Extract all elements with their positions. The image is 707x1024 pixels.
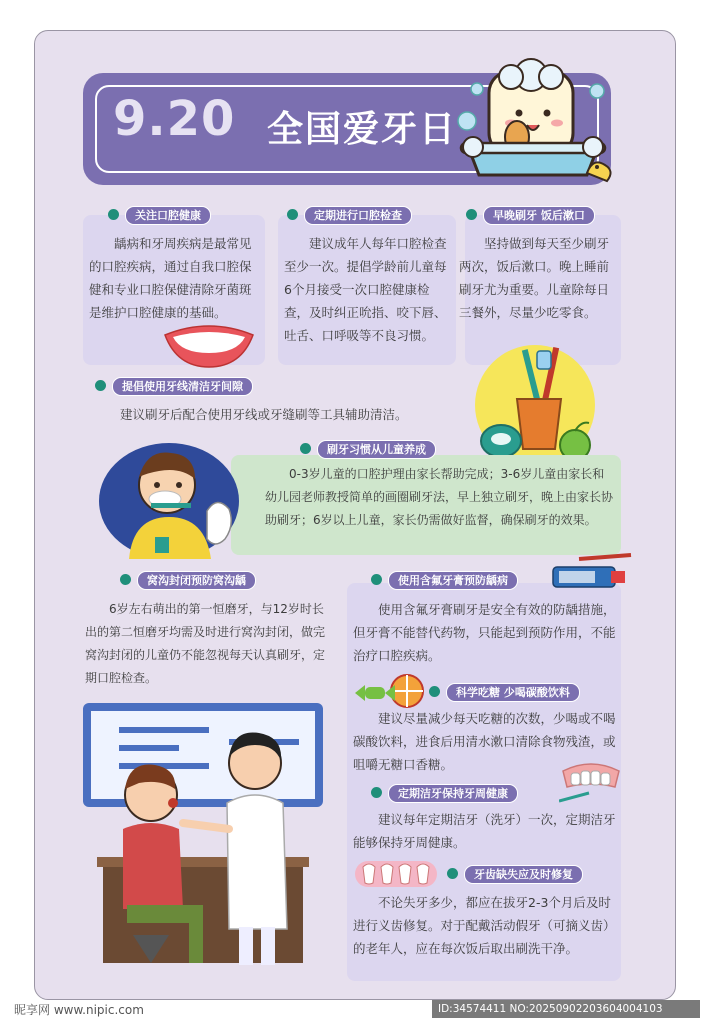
dentures-icon [559, 761, 623, 805]
lips-icon [161, 323, 257, 369]
section-title-habit: 刷牙习惯从儿童养成 [317, 440, 436, 459]
dentist-scene-icon [79, 699, 331, 973]
section-body-checkup: 建议成年人每年口腔检查至少一次。提倡学龄前儿童每6个月接受一次口腔健康检查，及时纠正吮指、咬下唇、吐舌、口呼吸等不良习惯。 [284, 236, 447, 343]
section-body-repair: 不论失牙多少，都应在拔牙2-3个月后及时进行义齿修复。对于配戴活动假牙（可摘义齿）的老年人，应在每次饭后取出刷洗干净。 [353, 895, 616, 956]
section-dot [287, 209, 298, 220]
section-title-checkup: 定期进行口腔检查 [304, 206, 412, 225]
section-body-oral-health: 龋病和牙周疾病是最常见的口腔疾病，通过自我口腔保健和专业口腔保健清除牙菌斑是维护口腔健康的基础。 [89, 236, 252, 320]
bathtub-tooth-icon [447, 51, 617, 191]
section-title-sealant: 窝沟封闭预防窝沟龋 [137, 571, 256, 590]
page-title-number: 9.20 [113, 91, 236, 147]
section-dot [429, 686, 440, 697]
teeth-row-icon [353, 855, 439, 891]
page-title: 全国爱牙日 [267, 109, 458, 150]
section-body-habit: 0-3岁儿童的口腔护理由家长帮助完成；3-6岁儿童由家长和幼儿园老师教授简单的画圈刷牙法，早上独立刷牙，晚上由家长协助刷牙；6岁以上儿童，家长仍需做好监督，确保刷牙的效果。 [265, 467, 614, 527]
section-dot [300, 443, 311, 454]
section-dot [95, 380, 106, 391]
section-title-fluoride: 使用含氟牙膏预防龋病 [388, 571, 518, 590]
section-body-sugar: 建议尽量减少每天吃糖的次数，少喝或不喝碳酸饮料，进食后用清水漱口清除食物残渣，或咀嚼无糖口香糖。 [353, 711, 616, 772]
section-title-brushing: 早晚刷牙 饭后漱口 [483, 206, 595, 225]
section-dot [371, 574, 382, 585]
section-title-floss: 提倡使用牙线清洁牙间隙 [112, 377, 253, 396]
watermark-left: 昵享网 www.nipic.com [14, 1003, 144, 1017]
section-title-repair: 牙齿缺失应及时修复 [464, 865, 583, 884]
section-body-floss: 建议刷牙后配合使用牙线或牙缝刷等工具辅助清洁。 [120, 407, 408, 422]
section-title-oral-health: 关注口腔健康 [125, 206, 211, 225]
section-dot [120, 574, 131, 585]
section-dot [466, 209, 477, 220]
section-dot [371, 787, 382, 798]
watermark-id: ID:34574411 NO:20250902203604004103 [432, 1000, 700, 1018]
section-body-fluoride: 使用含氟牙膏刷牙是安全有效的防龋措施，但牙膏不能替代药物，只能起到预防作用，不能治疗口腔疾病。 [353, 602, 616, 663]
poster [34, 30, 676, 1000]
section-dot [447, 868, 458, 879]
section-title-cleaning: 定期洁牙保持牙周健康 [388, 784, 518, 803]
section-body-brushing: 坚持做到每天至少刷牙两次，饭后漱口。晚上睡前刷牙尤为重要。儿童除每日三餐外，尽量少吃零食。 [459, 236, 610, 320]
section-dot [108, 209, 119, 220]
toothpaste-icon [549, 553, 633, 595]
section-body-cleaning: 建议每年定期洁牙（洗牙）一次，定期洁牙能够保持牙周健康。 [353, 812, 616, 850]
boy-brushing-icon [99, 441, 239, 561]
toothbrush-cup-icon [471, 341, 601, 466]
section-title-sugar: 科学吃糖 少喝碳酸饮料 [446, 683, 580, 702]
candy-icon [351, 671, 427, 711]
section-body-sealant: 6岁左右萌出的第一恒磨牙，与12岁时长出的第二恒磨牙均需及时进行窝沟封闭，做完窝沟封闭的儿童仍不能忽视每天认真刷牙，定期口腔检查。 [85, 602, 326, 685]
